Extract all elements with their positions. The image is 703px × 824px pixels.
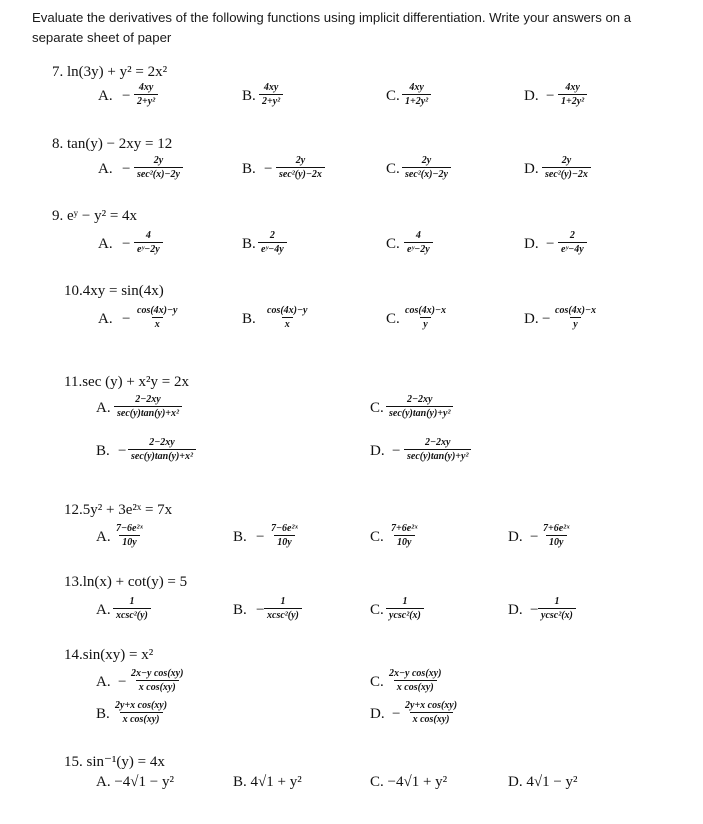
- problem-9-choice-c-fraction: [404, 230, 433, 255]
- numerator: 2−2xy: [406, 394, 433, 405]
- numerator: cos(4x)−y: [267, 305, 308, 316]
- denominator: sec(y)tan(y)+x²: [128, 449, 196, 462]
- problem-13-choice-c-letter: C.: [370, 602, 384, 618]
- numerator: 2y+x cos(xy): [405, 700, 458, 711]
- problem-14-choice-b-letter: B.: [96, 706, 110, 722]
- problem-10-choice-d-sign: −: [542, 311, 551, 327]
- numerator: 2y+x cos(xy): [115, 700, 168, 711]
- problem-15-choice-c: C. −4√1 + y²: [370, 774, 448, 790]
- numerator: 1: [554, 596, 560, 607]
- numerator: 2y: [561, 155, 572, 166]
- numerator: 4: [145, 230, 151, 241]
- problem-12-choice-b-fraction: [268, 523, 301, 548]
- denominator: 10y: [546, 535, 566, 548]
- problem-14-equation: 14.sin(xy) = x²: [64, 647, 154, 663]
- problem-8-choice-b-letter: B.: [242, 161, 256, 177]
- problem-13-choice-d-sign: −: [530, 602, 539, 618]
- denominator: x cos(xy): [136, 680, 179, 693]
- problem-14-choice-a-letter: A.: [96, 674, 111, 690]
- problem-12-choice-c-letter: C.: [370, 529, 384, 545]
- problem-8-choice-b-fraction: [276, 155, 325, 180]
- problem-13-equation: 13.ln(x) + cot(y) = 5: [64, 574, 188, 590]
- problem-11-choice-c-fraction: [386, 394, 453, 419]
- problem-13-choice-a-fraction: [113, 596, 151, 621]
- numerator: 4xy: [565, 82, 580, 93]
- problem-7-choice-d-sign: −: [546, 88, 555, 104]
- problem-10-choice-a-sign: −: [122, 311, 131, 327]
- problem-15-choice-a: A. −4√1 − y²: [96, 774, 174, 790]
- denominator: sec(y)tan(y)+y²: [386, 406, 453, 419]
- problem-12-choice-c-fraction: [388, 523, 421, 548]
- denominator: x: [282, 317, 293, 330]
- problem-7-choice-b-fraction: [259, 82, 283, 107]
- denominator: sec²(y)−2x: [542, 167, 591, 180]
- denominator: sec²(x)−2y: [134, 167, 183, 180]
- problem-15-equation: 15. sin⁻¹(y) = 4x: [64, 754, 165, 770]
- denominator: 2+y²: [134, 94, 158, 107]
- problem-11-choice-d-fraction: [404, 437, 471, 462]
- numerator: 2y: [153, 155, 164, 166]
- denominator: x: [152, 317, 163, 330]
- problem-8-choice-a-fraction: [134, 155, 183, 180]
- problem-8-choice-b-sign: −: [264, 161, 273, 177]
- denominator: eʸ−2y: [134, 242, 163, 255]
- problem-9-choice-a-letter: A.: [98, 236, 113, 252]
- problem-11-choice-a-letter: A.: [96, 400, 111, 416]
- denominator: xcsc²(y): [113, 608, 151, 621]
- problem-8-choice-d-letter: D.: [524, 161, 539, 177]
- problem-8-choice-a-sign: −: [122, 161, 131, 177]
- numerator: 4xy: [409, 82, 424, 93]
- problem-12-choice-d-letter: D.: [508, 529, 523, 545]
- numerator: 2y: [421, 155, 432, 166]
- numerator: 7−6e²ˣ: [116, 523, 143, 534]
- numerator: 2−2xy: [424, 437, 451, 448]
- problem-12-choice-d-sign: −: [530, 529, 539, 545]
- problem-10-choice-a-fraction: [134, 305, 181, 330]
- denominator: ycsc²(x): [538, 608, 576, 621]
- numerator: 2−2xy: [149, 437, 175, 448]
- problem-13-choice-d-fraction: [538, 596, 576, 621]
- problem-14-choice-b-fraction: [112, 700, 170, 725]
- numerator: 2: [569, 230, 575, 241]
- problem-12-choice-b-letter: B.: [233, 529, 247, 545]
- problem-13-choice-a-letter: A.: [96, 602, 111, 618]
- problem-15-choice-d: D. 4√1 − y²: [508, 774, 578, 790]
- problem-7-equation: 7. ln(3y) + y² = 2x²: [52, 64, 168, 80]
- problem-9-choice-b-letter: B.: [242, 236, 256, 252]
- denominator: x cos(xy): [394, 680, 437, 693]
- problem-9-choice-d-fraction: [558, 230, 587, 255]
- problem-11-choice-c-letter: C.: [370, 400, 384, 416]
- denominator: 1+2y²: [402, 94, 431, 107]
- problem-14-choice-c-letter: C.: [370, 674, 384, 690]
- denominator: 10y: [274, 535, 294, 548]
- problem-7-choice-b-letter: B.: [242, 88, 256, 104]
- numerator: 1: [402, 596, 408, 607]
- numerator: 1: [129, 596, 135, 607]
- instructions: Evaluate the derivatives of the following functions using implicit differentiation. Write your answers on a separate sheet of paper: [32, 10, 632, 45]
- numerator: 7−6e²ˣ: [271, 523, 298, 534]
- problem-11-choice-a-fraction: [114, 394, 182, 419]
- denominator: 10y: [394, 535, 414, 548]
- denominator: y: [570, 317, 580, 330]
- denominator: sec²(x)−2y: [402, 167, 451, 180]
- denominator: eʸ−4y: [258, 242, 287, 255]
- problem-8-equation: 8. tan(y) − 2xy = 12: [52, 136, 173, 152]
- denominator: sec²(y)−2x: [276, 167, 325, 180]
- numerator: 7+6e²ˣ: [543, 523, 570, 534]
- problem-9-choice-a-fraction: [134, 230, 163, 255]
- denominator: eʸ−4y: [558, 242, 587, 255]
- problem-14-choice-a-fraction: [128, 668, 186, 693]
- denominator: sec(y)tan(y)+x²: [114, 406, 182, 419]
- problem-11-choice-b-fraction: [128, 437, 196, 462]
- problem-14-choice-d-letter: D.: [370, 706, 385, 722]
- problem-10-choice-d-letter: D.: [524, 311, 539, 327]
- denominator: 2+y²: [259, 94, 283, 107]
- problem-12-choice-a-fraction: [113, 523, 146, 548]
- problem-14-choice-c-fraction: [386, 668, 444, 693]
- problem-7-choice-a-letter: A.: [98, 88, 113, 104]
- numerator: 4: [415, 230, 421, 241]
- problem-8-choice-c-letter: C.: [386, 161, 400, 177]
- problem-7-choice-d-letter: D.: [524, 88, 539, 104]
- problem-12-equation: 12.5y² + 3e²ˣ = 7x: [64, 502, 173, 518]
- denominator: xcsc²(y): [264, 608, 302, 621]
- numerator: 2: [269, 230, 275, 241]
- problem-11-choice-d-letter: D.: [370, 443, 385, 459]
- problem-14-choice-a-sign: −: [118, 674, 127, 690]
- denominator: sec(y)tan(y)+y²: [404, 449, 471, 462]
- problem-10-choice-b-fraction: [264, 305, 311, 330]
- denominator: eʸ−2y: [404, 242, 433, 255]
- problem-9-choice-a-sign: −: [122, 236, 131, 252]
- problem-12-choice-a-letter: A.: [96, 529, 111, 545]
- problem-11-equation: 11.sec (y) + x²y = 2x: [64, 374, 190, 390]
- problem-10-choice-d-fraction: [552, 305, 599, 330]
- denominator: y: [420, 317, 430, 330]
- problem-11-choice-b-sign: −: [118, 443, 127, 459]
- numerator: 1: [280, 596, 286, 607]
- problem-8-choice-c-fraction: [402, 155, 451, 180]
- problem-10-choice-a-letter: A.: [98, 311, 113, 327]
- problem-9-choice-d-letter: D.: [524, 236, 539, 252]
- denominator: 1+2y²: [558, 94, 587, 107]
- problem-7-choice-a-fraction: [134, 82, 158, 107]
- numerator: cos(4x)−x: [555, 305, 597, 316]
- problem-10-choice-c-letter: C.: [386, 311, 400, 327]
- problem-13-choice-d-letter: D.: [508, 602, 523, 618]
- problem-14-choice-d-sign: −: [392, 706, 401, 722]
- problem-10-equation: 10.4xy = sin(4x): [64, 283, 164, 299]
- numerator: 4xy: [138, 82, 154, 93]
- problem-13-choice-b-fraction: [264, 596, 302, 621]
- problem-7-choice-d-fraction: [558, 82, 587, 107]
- problem-11-choice-b-letter: B.: [96, 443, 110, 459]
- denominator: x cos(xy): [410, 712, 453, 725]
- problem-13-choice-c-fraction: [386, 596, 424, 621]
- numerator: 4xy: [263, 82, 279, 93]
- problem-15-choice-b: B. 4√1 + y²: [233, 774, 302, 790]
- problem-13-choice-b-sign: −: [256, 602, 265, 618]
- problem-10-choice-b-letter: B.: [242, 311, 256, 327]
- numerator: cos(4x)−x: [405, 305, 447, 316]
- problem-14-choice-d-fraction: [402, 700, 460, 725]
- problem-8-choice-a-letter: A.: [98, 161, 113, 177]
- problem-9-choice-d-sign: −: [546, 236, 555, 252]
- numerator: 7+6e²ˣ: [391, 523, 418, 534]
- problem-11-choice-d-sign: −: [392, 443, 401, 459]
- problem-12-choice-d-fraction: [540, 523, 573, 548]
- numerator: 2y: [295, 155, 306, 166]
- problem-8-choice-d-fraction: [542, 155, 591, 180]
- problem-7-choice-a-sign: −: [122, 88, 131, 104]
- numerator: cos(4x)−y: [137, 305, 178, 316]
- problem-9-equation: 9. eʸ − y² = 4x: [52, 208, 138, 224]
- numerator: 2x−y cos(xy): [389, 668, 442, 679]
- problem-7-choice-c-letter: C.: [386, 88, 400, 104]
- numerator: 2−2xy: [135, 394, 161, 405]
- problem-9-choice-c-letter: C.: [386, 236, 400, 252]
- problem-12-choice-b-sign: −: [256, 529, 265, 545]
- numerator: 2x−y cos(xy): [131, 668, 184, 679]
- problem-7-choice-c-fraction: [402, 82, 431, 107]
- denominator: x cos(xy): [120, 712, 163, 725]
- problem-13-choice-b-letter: B.: [233, 602, 247, 618]
- denominator: ycsc²(x): [386, 608, 424, 621]
- denominator: 10y: [119, 535, 139, 548]
- problem-9-choice-b-fraction: [258, 230, 287, 255]
- problem-10-choice-c-fraction: [402, 305, 449, 330]
